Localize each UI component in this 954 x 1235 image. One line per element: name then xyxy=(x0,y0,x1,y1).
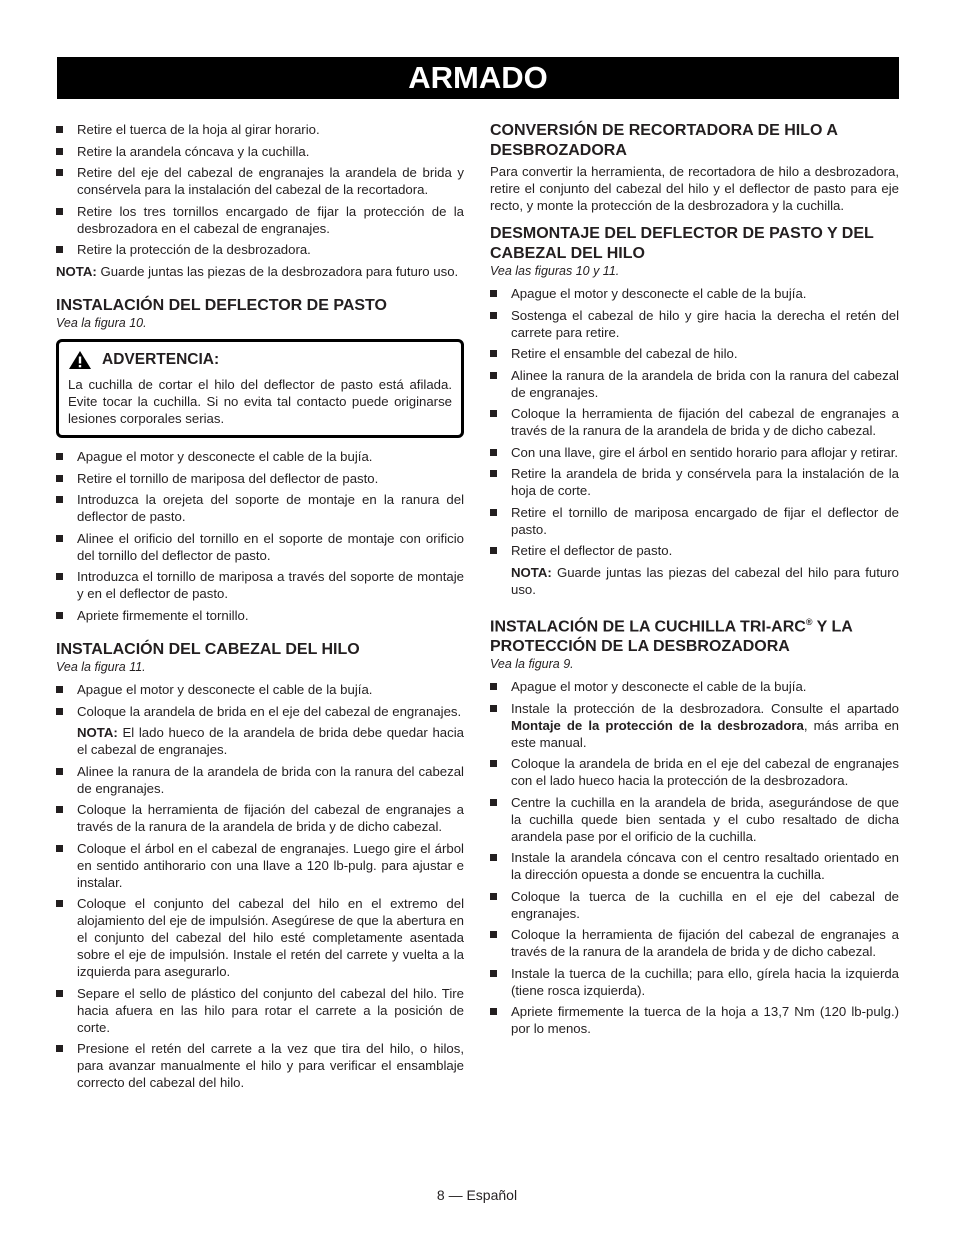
cabezal-note xyxy=(56,724,464,758)
list-item: Retire la arandela cóncava y la cuchilla. xyxy=(56,143,464,160)
warning-title: ADVERTENCIA: xyxy=(102,351,220,368)
list-item: Coloque la arandela de brida en el eje del cabezal de engranajes. xyxy=(56,703,464,720)
list-item: Alinee la ranura de la arandela de brida con la ranura del cabezal de engranajes. xyxy=(56,763,464,797)
desmontaje-bullet-list xyxy=(490,285,899,559)
triarc-bullet-list xyxy=(490,678,899,1037)
list-item: Coloque la herramienta de fijación del cabezal de engranajes a través de la ranura de la arandela de brida y de dicho cabezal. xyxy=(490,405,899,439)
list-item: Introduzca el tornillo de mariposa a través del soporte de montaje y en el deflector de pasto. xyxy=(56,568,464,602)
figure-reference: Vea la figura 11. xyxy=(56,660,146,674)
list-item: Alinee la ranura de la arandela de brida con la ranura del cabezal de engranajes. xyxy=(490,367,899,401)
note-label: NOTA: xyxy=(77,725,118,740)
section-title-triarc xyxy=(490,612,899,657)
list-item: Retire los tres tornillos encargado de fijar la protección de la desbrozadora en el cabezal de engranajes. xyxy=(56,203,464,237)
page-banner-title: ARMADO xyxy=(57,57,899,99)
list-item: Apague el motor y desconecte el cable de la bujía. xyxy=(490,678,899,695)
text-part: , más arriba en este manual. xyxy=(511,717,899,750)
list-item: Apriete firmemente la tuerca de la hoja a 13,7 Nm (120 lb-pulg.) por lo menos. xyxy=(490,1003,899,1037)
intro-note xyxy=(56,263,464,280)
list-item: Apague el motor y desconecte el cable de la bujía. xyxy=(490,285,899,302)
section-title-conversion: CONVERSIÓN DE RECORTADORA DE HILO A DESBROZADORA xyxy=(490,122,838,159)
list-item: Coloque el conjunto del cabezal del hilo en el extremo del alojamiento del eje de impulsión. Asegúrese de que la abertura en el conjunto del cabezal del hilo esté completamente asentada sobre el eje de impulsión. Instale el retén del carrete y vuelta a la izquierda para asegurarlo. xyxy=(56,895,464,980)
list-item: Instale la tuerca de la cuchilla; para ello, gírela hacia la izquierda (tiene rosca izquierda). xyxy=(490,965,899,999)
title-part: INSTALACIÓN DE LA CUCHILLA TRI-ARC xyxy=(490,618,806,636)
list-item: Retire el ensamble del cabezal de hilo. xyxy=(490,345,899,362)
list-item: Retire la arandela de brida y consérvela para la instalación de la hoja de corte. xyxy=(490,465,899,499)
section-title-desmontaje: DESMONTAJE DEL DEFLECTOR DE PASTO Y DEL CABEZAL DEL HILO xyxy=(490,225,874,262)
title-part: Y LA PROTECCIÓN DE LA DESBROZADORA xyxy=(490,618,853,656)
figure-reference: Vea la figura 9. xyxy=(490,657,574,672)
figure-reference: Vea las figuras 10 y 11. xyxy=(490,264,620,278)
warning-box xyxy=(56,339,464,438)
list-item: Centre la cuchilla en la arandela de brida, asegurándose de que la cuchilla quede bien sentada y el cubo resaltado de dicha arandela pase por el orificio de la cuchilla. xyxy=(490,794,899,845)
list-item: Retire el tuerca de la hoja al girar horario. xyxy=(56,121,464,138)
list-item: Apriete firmemente el tornillo. xyxy=(56,607,464,624)
note-label: NOTA: xyxy=(56,263,97,279)
list-item: Introduzca la orejeta del soporte de montaje en la ranura del deflector de pasto. xyxy=(56,491,464,525)
list-item: Coloque la tuerca de la cuchilla en el eje del cabezal de engranajes. xyxy=(490,888,899,922)
note-label: NOTA: xyxy=(511,564,552,580)
list-item: Coloque el árbol en el cabezal de engranajes. Luego gire el árbol en sentido antihorario con una llave a 120 lb-pulg. para ajustar e instalar. xyxy=(56,840,464,891)
list-item: Retire el tornillo de mariposa encargado de fijar el deflector de pasto. xyxy=(490,504,899,538)
list-item: Separe el sello de plástico del conjunto del cabezal del hilo. Tire hacia afuera en las hilo para rotar el carrete a la posición de corte. xyxy=(56,985,464,1036)
list-item: Instale la arandela cóncava con el centro resaltado orientado en la dirección opuesta a donde se encuentra la cuchilla. xyxy=(490,849,899,883)
page-footer: 8 — Español xyxy=(436,1187,518,1203)
list-item: Retire el deflector de pasto. xyxy=(490,542,899,559)
section-title-deflector: INSTALACIÓN DEL DEFLECTOR DE PASTO xyxy=(56,297,387,314)
list-item: Retire el tornillo de mariposa del deflector de pasto. xyxy=(56,470,464,487)
right-column xyxy=(490,121,899,1042)
list-item: Alinee el orificio del tornillo en el soporte de montaje con orificio del tornillo del deflector de pasto. xyxy=(56,530,464,564)
section-reference: Montaje de la protección de la desbrozadora xyxy=(511,717,804,733)
section-title-cabezal: INSTALACIÓN DEL CABEZAL DEL HILO xyxy=(56,641,360,658)
list-item xyxy=(490,700,899,751)
list-item: Retire del eje del cabezal de engranajes la arandela de brida y consérvela para la instalación del cabezal de la recortadora. xyxy=(56,164,464,198)
warning-icon xyxy=(68,350,92,370)
list-item: Coloque la arandela de brida en el eje del cabezal de engranajes con el lado hueco hacia la protección de la desbrozadora. xyxy=(490,755,899,789)
list-item: Presione el retén del carrete a la vez que tira del hilo, o hilos, para avanzar manualmente el hilo y para verificar el ensamblaje correcto del cabezal del hilo. xyxy=(56,1040,464,1091)
note-text: Guarde juntas las piezas del cabezal del hilo para futuro uso. xyxy=(511,564,899,597)
intro-bullet-list xyxy=(56,121,464,258)
list-item: Retire la protección de la desbrozadora. xyxy=(56,241,464,258)
list-item: Sostenga el cabezal de hilo y gire hacia la derecha el retén del carrete para retire. xyxy=(490,307,899,341)
registered-mark: ® xyxy=(805,617,813,627)
cabezal-bullet-list-a xyxy=(56,681,464,720)
list-item: Coloque la herramienta de fijación del cabezal de engranajes a través de la ranura de la arandela de brida y de dicho cabezal. xyxy=(56,801,464,835)
list-item: Coloque la herramienta de fijación del cabezal de engranajes a través de la ranura de la arandela de brida y de dicho cabezal. xyxy=(490,926,899,960)
conversion-text: Para convertir la herramienta, de recortadora de hilo a desbrozadora, retire el conjunto del cabezal del hilo y el deflector de pasto para eje recto, y monte la protección de la desbrozadora y la cuchilla. xyxy=(490,164,899,213)
figure-reference: Vea la figura 10. xyxy=(56,316,147,330)
note-text: El lado hueco de la arandela de brida debe quedar hacia el cabezal de engranajes. xyxy=(77,725,464,757)
list-item: Con una llave, gire el árbol en sentido horario para aflojar y retirar. xyxy=(490,444,899,461)
desmontaje-note xyxy=(490,564,899,598)
text-part: Instale la protección de la desbrozadora. Consulte el apartado xyxy=(511,700,899,716)
list-item: Apague el motor y desconecte el cable de la bujía. xyxy=(56,448,464,465)
left-column xyxy=(56,121,464,1096)
warning-text: La cuchilla de cortar el hilo del deflector de pasto está afilada. Evite tocar la cuchilla. Si no evita tal contacto puede originarse lesiones corporales serias. xyxy=(68,377,452,426)
note-text: Guarde juntas las piezas de la desbrozadora para futuro uso. xyxy=(96,263,459,279)
list-item: Apague el motor y desconecte el cable de la bujía. xyxy=(56,681,464,698)
cabezal-bullet-list-b xyxy=(56,763,464,1092)
deflector-bullet-list xyxy=(56,448,464,624)
